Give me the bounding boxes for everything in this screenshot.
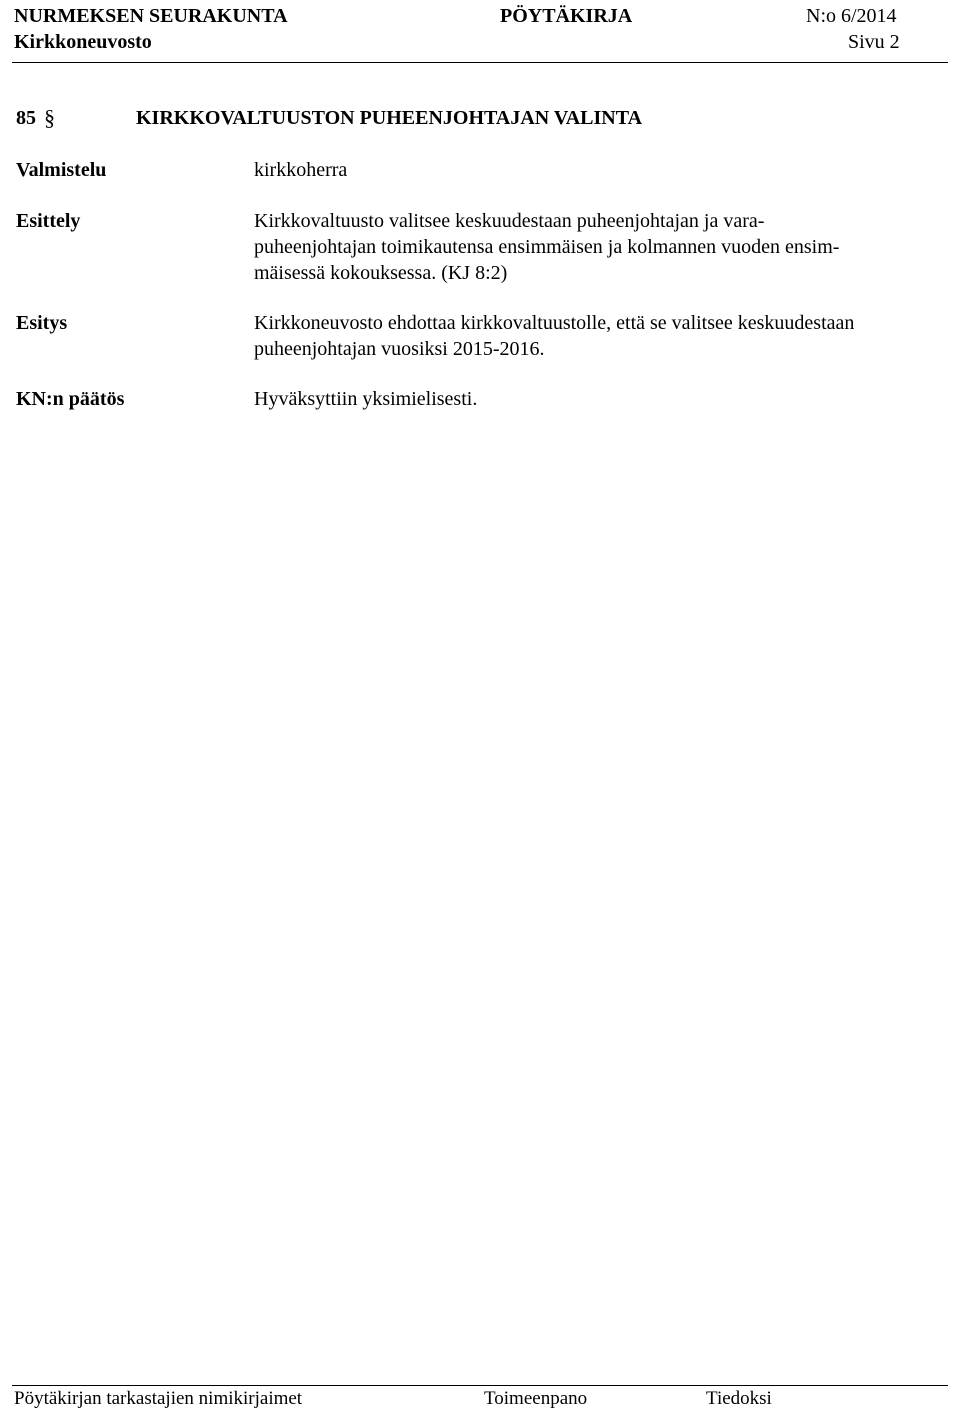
- paatos-label: KN:n päätös: [16, 388, 125, 410]
- paatos-text: Hyväksyttiin yksimielisesti.: [254, 388, 478, 410]
- governing-body: Kirkkoneuvosto: [14, 31, 152, 53]
- esittely-label: Esittely: [16, 210, 81, 232]
- esittely-line: mäisessä kokouksessa. (KJ 8:2): [254, 262, 508, 284]
- section-title: KIRKKOVALTUUSTON PUHEENJOHTAJAN VALINTA: [136, 107, 643, 129]
- footer-signatures: Pöytäkirjan tarkastajien nimikirjaimet: [14, 1388, 303, 1409]
- section-sign-icon: §: [44, 105, 55, 130]
- document-type: PÖYTÄKIRJA: [500, 5, 633, 27]
- valmistelu-text: kirkkoherra: [254, 159, 348, 181]
- esitys-label: Esitys: [16, 312, 68, 334]
- footer-divider: [12, 1385, 948, 1386]
- esitys-line: puheenjohtajan vuosiksi 2015-2016.: [254, 338, 545, 360]
- section-number: 85: [16, 107, 36, 129]
- footer-notices: Tiedoksi: [706, 1388, 772, 1409]
- page-number: Sivu 2: [848, 31, 900, 53]
- esitys-line: Kirkkoneuvosto ehdottaa kirkkovaltuustolle, että se valitsee keskuudestaan: [254, 312, 855, 334]
- header-divider: [12, 62, 948, 63]
- footer-execution: Toimeenpano: [484, 1388, 588, 1409]
- esittely-line: puheenjohtajan toimikautensa ensimmäisen ja kolmannen vuoden ensim-: [254, 236, 840, 258]
- valmistelu-label: Valmistelu: [16, 159, 107, 181]
- esittely-line: Kirkkovaltuusto valitsee keskuudestaan puheenjohtajan ja vara-: [254, 210, 765, 232]
- organization-name: NURMEKSEN SEURAKUNTA: [14, 5, 288, 27]
- document-number: N:o 6/2014: [806, 5, 897, 27]
